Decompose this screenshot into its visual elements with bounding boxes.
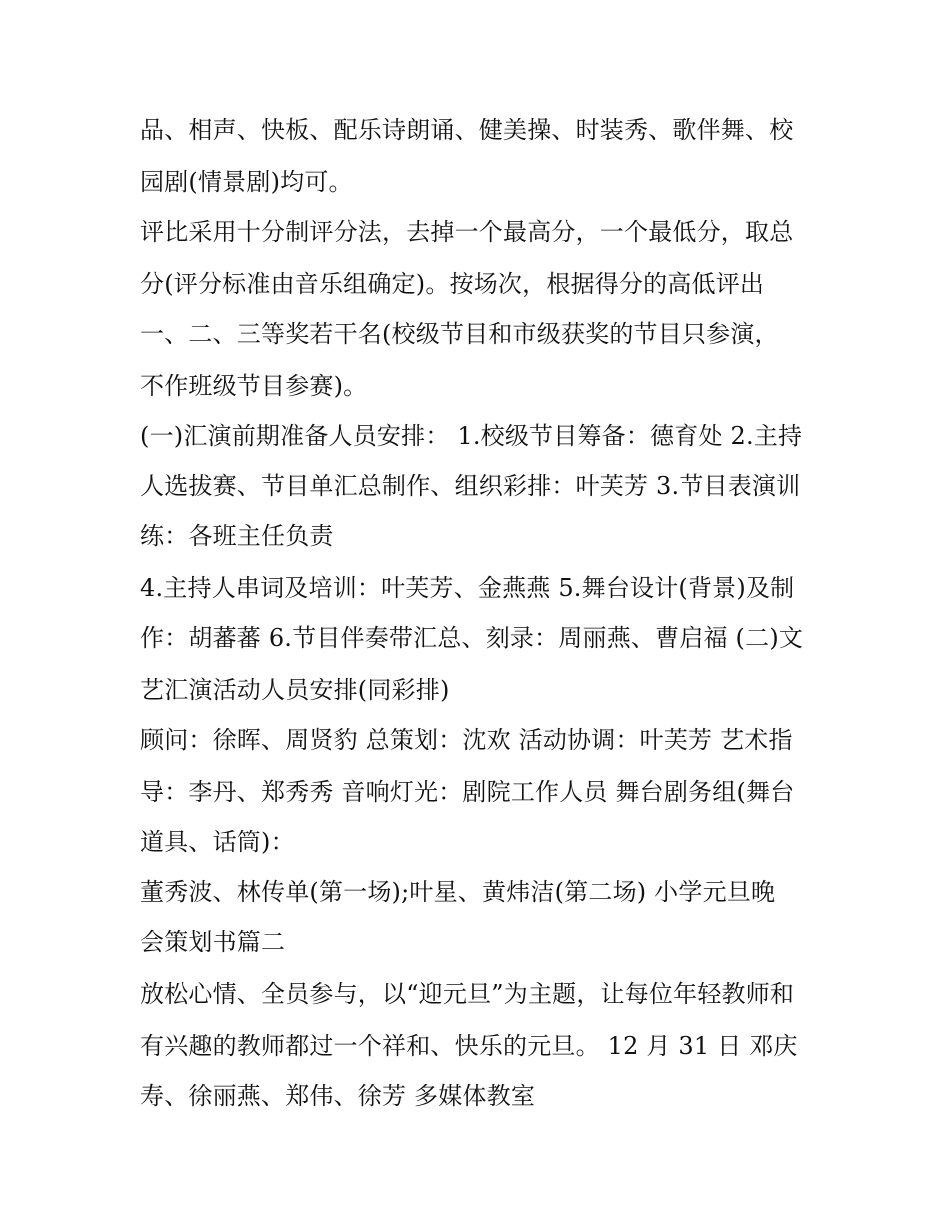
text-line: 顾问：徐晖、周贤豹 总策划：沈欢 活动协调：叶芙芳 艺术指 <box>140 726 793 754</box>
text-line: 不作班级节目参赛)。 <box>140 372 368 400</box>
text-line: (一)汇演前期准备人员安排： 1.校级节目筹备：德育处 2.主持 <box>140 422 803 450</box>
text-line: 董秀波、林传单(第一场);叶星、黄炜洁(第二场) 小学元旦晚 <box>140 878 776 906</box>
text-line: 导：李丹、郑秀秀 音响灯光：剧院工作人员 舞台剧务组(舞台 <box>140 778 795 806</box>
text-line: 评比采用十分制评分法，去掉一个最高分，一个最低分，取总 <box>140 218 794 246</box>
text-line: 4.主持人串词及培训：叶芙芳、金燕燕 5.舞台设计(背景)及制 <box>140 574 795 602</box>
text-line: 园剧(情景剧)均可。 <box>140 168 353 196</box>
text-line: 品、相声、快板、配乐诗朗诵、健美操、时装秀、歌伴舞、校 <box>140 116 794 144</box>
text-line: 作：胡蕃蕃 6.节目伴奏带汇总、刻录：周丽燕、曹启福 (二)文 <box>140 624 804 652</box>
text-line: 人选拔赛、节目单汇总制作、组织彩排：叶芙芳 3.节目表演训 <box>140 472 801 500</box>
text-line: 练：各班主任负责 <box>140 522 334 550</box>
text-line: 有兴趣的教师都过一个祥和、快乐的元旦。 12 月 31 日 邓庆 <box>140 1032 798 1060</box>
text-line: 一、二、三等奖若干名(校级节目和市级获奖的节目只参演， <box>140 320 779 348</box>
text-line: 分(评分标准由音乐组确定)。按场次，根据得分的高低评出 <box>140 270 765 298</box>
text-line: 艺汇演活动人员安排(同彩排) <box>140 676 450 704</box>
text-line: 放松心情、全员参与，以“迎元旦”为主题，让每位年轻教师和 <box>140 980 795 1008</box>
text-line: 会策划书篇二 <box>140 928 286 956</box>
text-line: 寿、徐丽燕、郑伟、徐芳 多媒体教室 <box>140 1082 536 1110</box>
text-line: 道具、话筒)： <box>140 828 295 856</box>
